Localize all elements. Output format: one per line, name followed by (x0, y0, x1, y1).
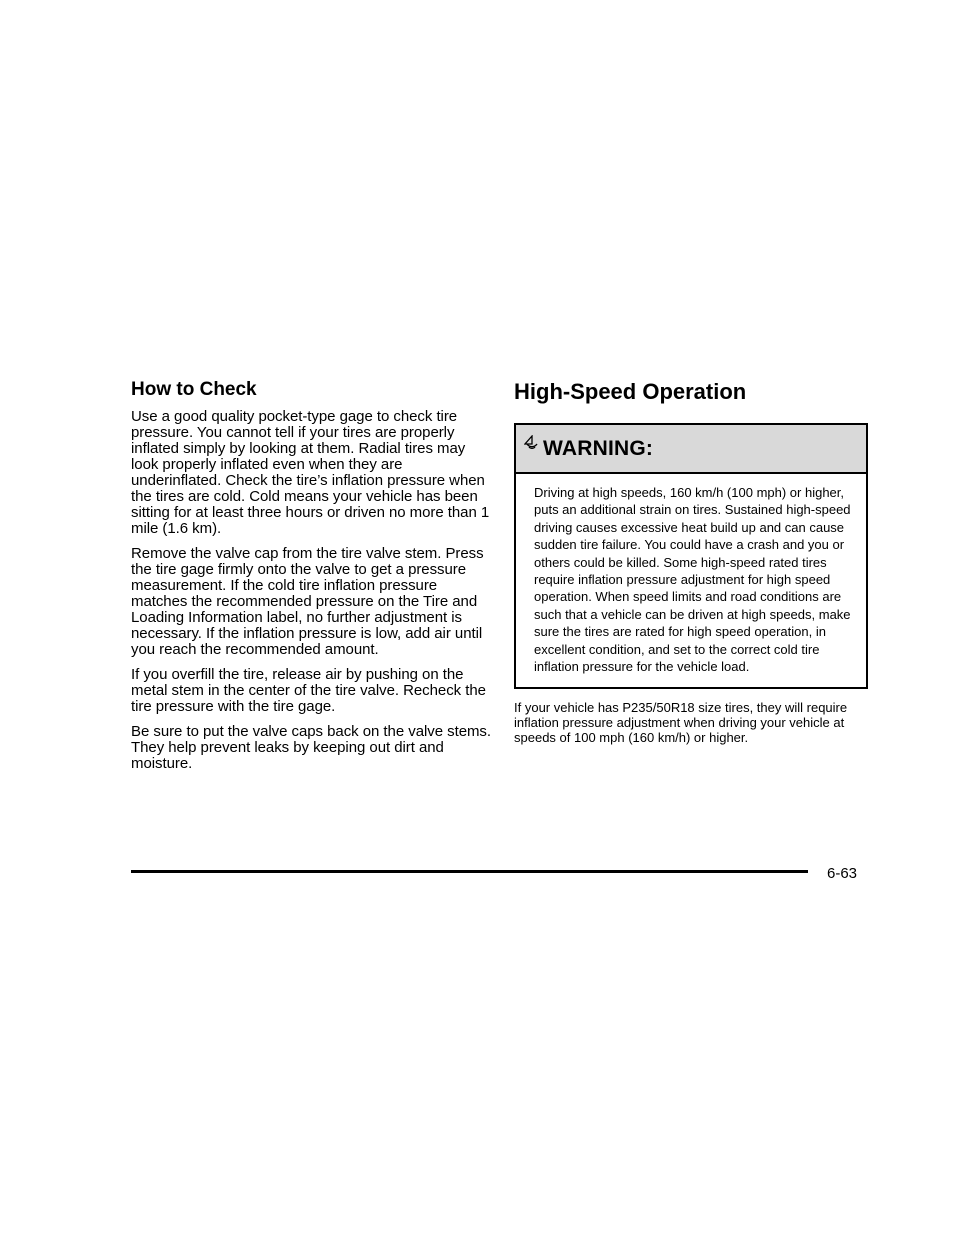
warning-header (516, 425, 866, 474)
paragraph-valve-caps: Be sure to put the valve caps back on the valve stems. They help prevent leaks by keeping out dirt and moisture. (131, 723, 491, 772)
warning-box (514, 423, 868, 689)
warning-text: Driving at high speeds, 160 km/h (100 mph) or higher, puts an additional strain on tires. Sustained high-speed driving causes excessive heat build up and can cause sudden tire failure. You could have a crash and you or others could be killed. Some high-speed rated tires require inflation pressure adjustment for high speed operation. When speed limits and road conditions are such that a vehicle can be driven at high speeds, make sure the tires are rated for high speed operation, in excellent condition, and set to the correct cold tire inflation pressure for the vehicle load. (534, 485, 851, 675)
paragraph-remove-valve-cap: Remove the valve cap from the tire valve stem. Press the tire gage firmly onto the valve to get a pressure measurement. If the cold tire inflation pressure matches the recommended pressure on the Tire and Loading Information label, no further adjustment is necessary. If the inflation pressure is low, add air until you reach the recommended amount. (131, 545, 484, 658)
footer-rule (131, 870, 808, 873)
warning-title: WARNING: (543, 436, 654, 460)
section-heading-high-speed-operation: High-Speed Operation (514, 379, 747, 404)
section-heading-how-to-check: How to Check (131, 379, 257, 400)
page-number: 6-63 (827, 865, 858, 882)
left-column (131, 374, 493, 781)
warning-triangle-icon (524, 435, 540, 457)
paragraph-check-tire-pressure: Use a good quality pocket-type gage to check tire pressure. You cannot tell if your tires are properly inflated simply by looking at them. Radial tires may look properly inflated even when they are underinflated. Check the tire’s inflation pressure when the tires are cold. Cold means your vehicle has been sitting for at least three hours or driven no more than 1 mile (1.6 km). (131, 408, 490, 537)
right-column (514, 374, 872, 745)
paragraph-tire-size-note: If your vehicle has P235/50R18 size tires, they will require inflation pressure adjustment when driving your vehicle at speeds of 100 mph (160 km/h) or higher. (514, 700, 848, 746)
paragraph-overfill: If you overfill the tire, release air by pushing on the metal stem in the center of the tire valve. Recheck the tire pressure with the tire gage. (131, 666, 486, 715)
